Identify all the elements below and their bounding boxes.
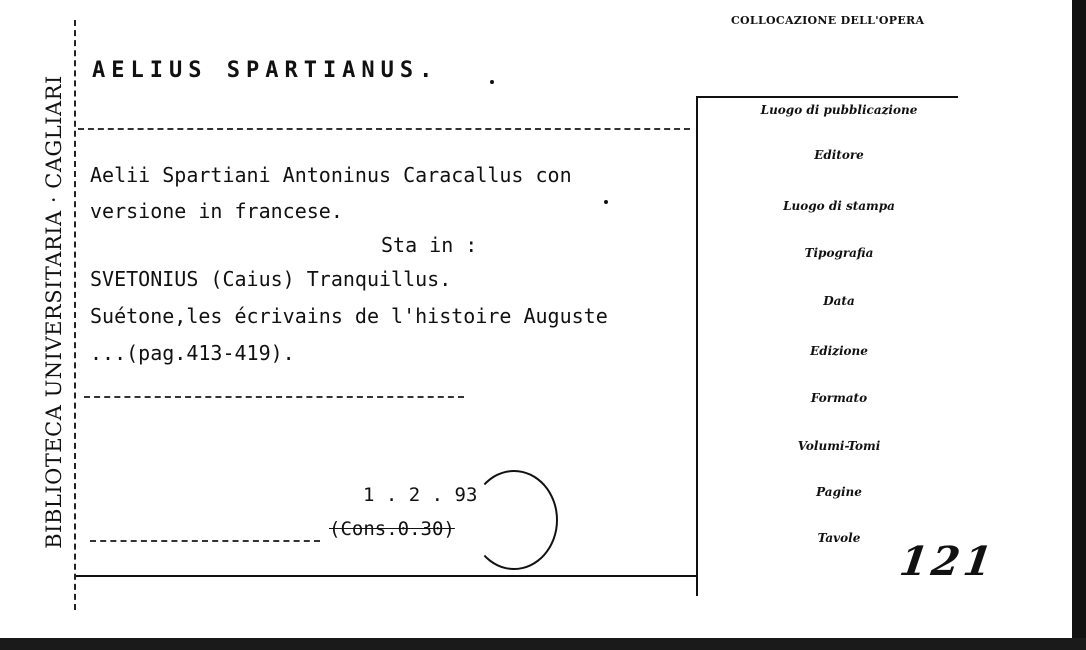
field-data: Data xyxy=(823,294,855,308)
title-line-2: versione in francese. xyxy=(90,199,343,223)
field-edizione: Edizione xyxy=(810,344,868,358)
host-title-line: Suétone,les écrivains de l'histoire Auguste xyxy=(90,304,608,328)
fields-box-top xyxy=(696,96,958,98)
speck xyxy=(604,200,608,204)
divider-bottom xyxy=(76,575,696,577)
speck xyxy=(490,80,494,84)
stamp-arc xyxy=(470,470,558,570)
sta-in-line: Sta in : xyxy=(381,233,478,257)
field-luogo-stampa: Luogo di stampa xyxy=(783,199,895,213)
card-edge-bottom xyxy=(0,638,1086,650)
field-luogo-pubblicazione: Luogo di pubblicazione xyxy=(760,103,918,117)
field-tipografia: Tipografia xyxy=(804,246,874,260)
divider-lower xyxy=(90,540,320,542)
library-label: BIBLIOTECA UNIVERSITARIA · CAGLIARI xyxy=(42,75,66,549)
divider-middle xyxy=(84,396,464,398)
divider-top xyxy=(78,128,690,130)
title-line-1: Aelii Spartiani Antoninus Caracallus con xyxy=(90,163,572,187)
field-pagine: Pagine xyxy=(816,485,862,499)
shelfmark-number: 121 xyxy=(896,538,999,585)
host-author-line: SVETONIUS (Caius) Tranquillus. xyxy=(90,267,452,291)
stamp-date: 1 . 2 . 93 xyxy=(363,484,478,506)
field-formato: Formato xyxy=(810,391,868,405)
field-editore: Editore xyxy=(814,148,864,162)
field-volumi-tomi: Volumi-Tomi xyxy=(797,439,881,453)
pages-line: ...(pag.413-419). xyxy=(90,341,295,365)
author-heading: AELIUS SPARTIANUS. xyxy=(92,58,439,83)
stamp-price: (Cons.0.30) xyxy=(329,518,455,540)
field-tavole: Tavole xyxy=(817,531,861,545)
collocazione-heading: COLLOCAZIONE DELL'OPERA xyxy=(731,14,925,27)
left-margin-line xyxy=(74,20,76,610)
card-edge-right xyxy=(1072,0,1086,650)
